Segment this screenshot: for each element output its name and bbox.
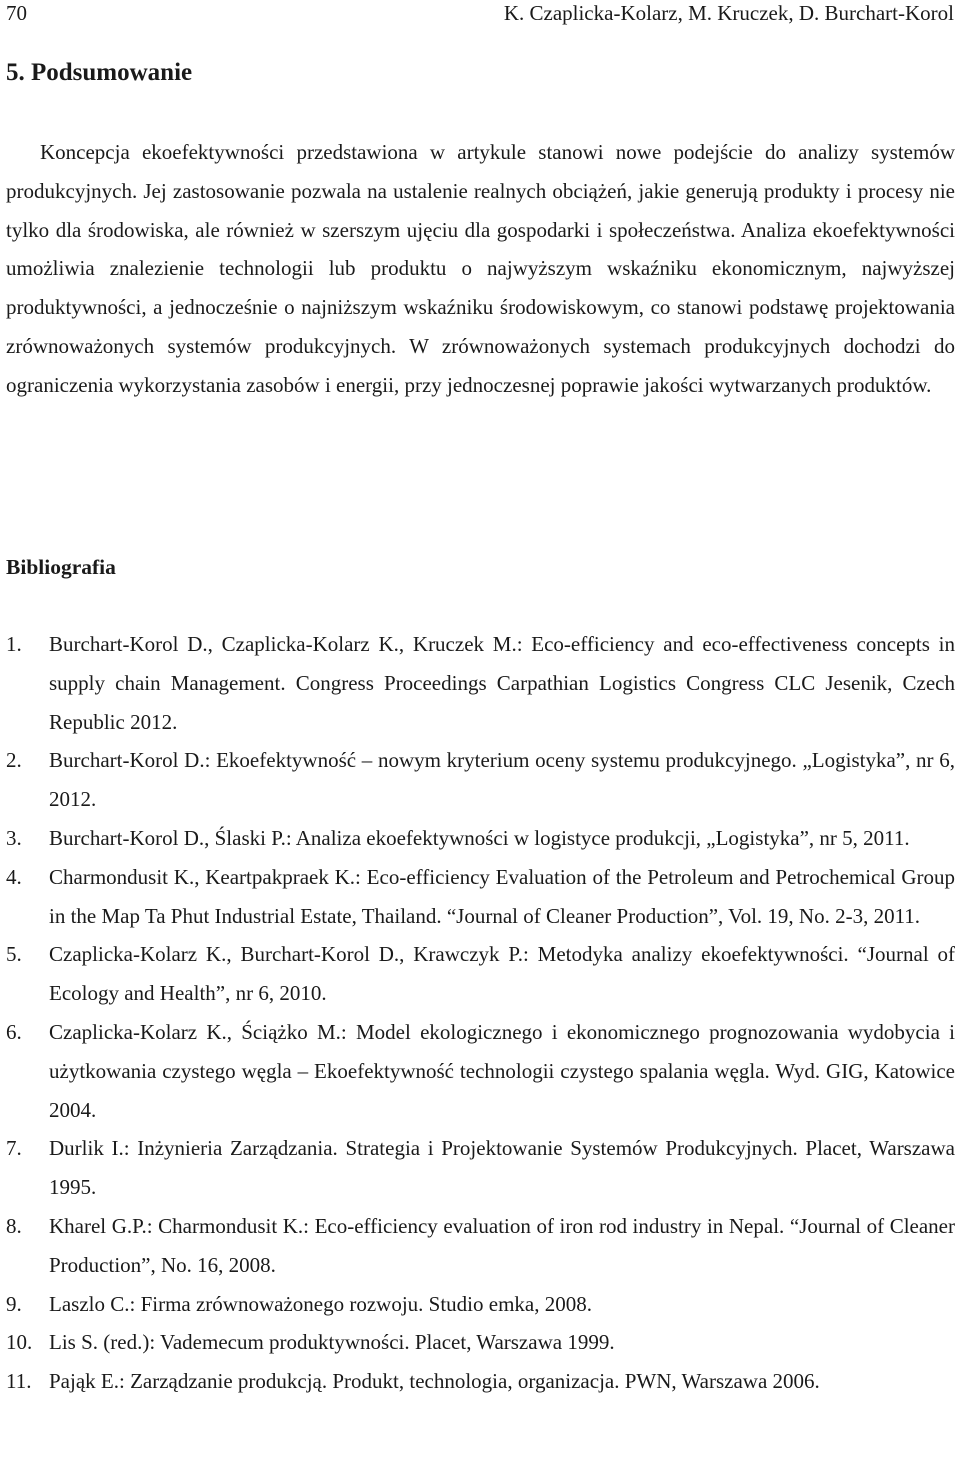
bibliography-item: [6, 1129, 955, 1207]
bibliography-item: [6, 1323, 955, 1362]
summary-paragraph: Koncepcja ekoefektywności przedstawiona w artykule stanowi nowe podejście do analizy systemów produkcyjnych. Jej zastosowanie pozwala na ustalenie realnych obciążeń, jakie generują produkty i procesy nie tylko dla środowiska, ale również w szerszym ujęciu dla gospodarki i społeczeństwa. Analiza ekoefektywności umożliwia znalezienie technologii lub produktu o najwyższym wskaźniku ekonomicznym, najwyższej produktywności, a jednocześnie o najniższym wskaźniku środowiskowym, co stanowi podstawę projektowania zrównoważonych systemów produkcyjnych. W zrównoważonych systemach produkcyjnych dochodzi do ograniczenia wykorzystania zasobów i energii, przy jednoczesnej poprawie jakości wytwarzanych produktów.: [6, 140, 955, 397]
page-header: [6, 0, 954, 30]
reference-number: 10.: [6, 1330, 33, 1355]
bibliography-item: [6, 1013, 955, 1129]
bibliography-item: [6, 1285, 955, 1324]
reference-number: 8.: [6, 1213, 22, 1238]
reference-text: Lis S. (red.): Vademecum produktywności. Placet, Warszawa 1999.: [49, 1330, 615, 1355]
bibliography-item: [6, 1362, 955, 1401]
reference-number: 5.: [6, 942, 22, 967]
reference-text: Laszlo C.: Firma zrównoważonego rozwoju. Studio emka, 2008.: [49, 1291, 592, 1316]
reference-text: Burchart-Korol D.: Ekoefektywność – nowym kryterium oceny systemu produkcyjnego. „Logistyka”, nr 6, 2012.: [49, 748, 955, 812]
reference-text: Pająk E.: Zarządzanie produkcją. Produkt, technologia, organizacja. PWN, Warszawa 2006.: [49, 1369, 820, 1394]
bibliography-item: [6, 858, 955, 936]
reference-text: Burchart-Korol D., Czaplicka-Kolarz K., Kruczek M.: Eco-efficiency and eco-effectiveness concepts in supply chain Management. Congress Proceedings Carpathian Logistics Congress CLC Jesenik, Czech Republic 2012.: [49, 632, 955, 734]
bibliography-item: [6, 1207, 955, 1285]
reference-text: Charmondusit K., Keartpakpraek K.: Eco-efficiency Evaluation of the Petroleum and Petrochemical Group in the Map Ta Phut Industrial Estate, Thailand. “Journal of Cleaner Production”, Vol. 19, No. 2-3, 2011.: [49, 864, 955, 928]
bibliography-item: [6, 819, 955, 858]
reference-number: 2.: [6, 748, 22, 773]
reference-number: 3.: [6, 825, 22, 850]
bibliography-title: Bibliografia: [6, 555, 116, 579]
reference-text: Czaplicka-Kolarz K., Ściążko M.: Model ekologicznego i ekonomicznego prognozowania wydobycia i użytkowania czystego węgla – Ekoefektywność technologii czystego spalania węgla. Wyd. GIG, Katowice 2004.: [49, 1019, 955, 1122]
reference-number: 6.: [6, 1019, 22, 1044]
reference-text: Durlik I.: Inżynieria Zarządzania. Strategia i Projektowanie Systemów Produkcyjnych. Placet, Warszawa 1995.: [49, 1136, 955, 1200]
reference-text: Czaplicka-Kolarz K., Burchart-Korol D., Krawczyk P.: Metodyka analizy ekoefektywności. “Journal of Ecology and Health”, nr 6, 2010.: [49, 942, 955, 1006]
bibliography-list: [6, 625, 955, 1401]
bibliography-item: [6, 741, 955, 819]
reference-number: 1.: [6, 632, 22, 656]
section-title: 5. Podsumowanie: [6, 59, 193, 86]
reference-number: 4.: [6, 864, 22, 889]
reference-number: 9.: [6, 1291, 22, 1316]
bibliography-item: [6, 935, 955, 1013]
reference-text: Kharel G.P.: Charmondusit K.: Eco-efficiency evaluation of iron rod industry in Nepal. “Journal of Cleaner Production”, No. 16, 2008.: [49, 1213, 955, 1277]
bibliography-item: [6, 625, 955, 741]
page-number: 70: [6, 1, 27, 25]
reference-number: 7.: [6, 1136, 22, 1161]
running-head: K. Czaplicka-Kolarz, M. Kruczek, D. Burchart-Korol: [503, 1, 954, 25]
reference-number: 11.: [6, 1369, 32, 1394]
reference-text: Burchart-Korol D., Ślaski P.: Analiza ekoefektywności w logistyce produkcji, „Logistyka”, nr 5, 2011.: [49, 825, 910, 850]
